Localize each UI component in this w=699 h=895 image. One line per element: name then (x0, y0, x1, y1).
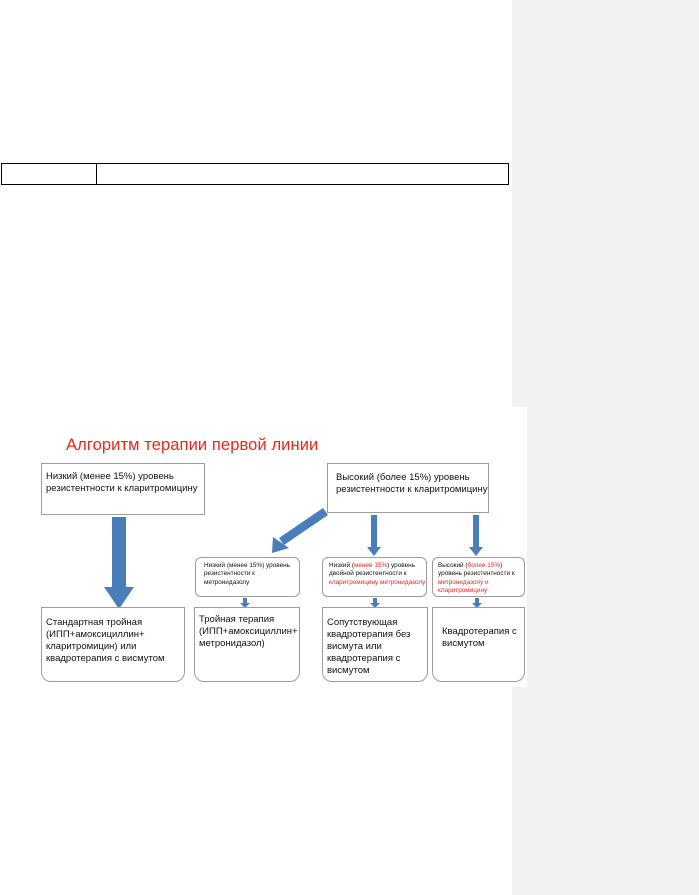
dual-high-prefix: Высокий ( (438, 562, 468, 569)
arrow-down-right (469, 515, 483, 556)
standard-triple-therapy-box (41, 607, 185, 682)
high-resistance-clarithromycin-label: Высокий (более 15%) уровень резистентности к кларитромицину (336, 472, 488, 495)
high-resistance-clarithromycin-box (327, 463, 489, 513)
concomitant-therapy-box (322, 607, 428, 682)
dual-low-drugs: кларитромицину метронидазолу (329, 578, 426, 586)
concomitant-therapy-label: Сопутствующая квадротерапия без висмута или квадротерапия с висмутом (327, 617, 411, 676)
table-cell-divider (96, 164, 97, 184)
arrow-diagonal (272, 508, 328, 553)
table-row (1, 163, 509, 185)
low-resistance-metronidazole-box (195, 557, 300, 597)
bismuth-quadrotherapy-box (432, 607, 525, 682)
low-resistance-clarithromycin-label: Низкий (менее 15%) уровень резистентности к кларитромицину (46, 471, 198, 494)
dual-high-drugs: метронидазолу и кларитромицину (438, 578, 489, 594)
dual-low-prefix: Низкий ( (329, 562, 354, 569)
dual-high-resistance-box (432, 557, 525, 597)
dual-low-resistance-box (322, 557, 427, 597)
low-resistance-clarithromycin-box (41, 463, 205, 515)
triple-therapy-metronidazole-box (194, 607, 300, 682)
flowchart-title: Алгоритм терапии первой линии (66, 436, 319, 454)
low-resistance-metronidazole-label: Низкий (менее 15%) уровень резистентности к метронидазолу (204, 562, 290, 586)
dual-low-percent: менее 15% (353, 562, 388, 569)
comments-margin-pane (512, 0, 699, 895)
triple-therapy-metronidazole-label: Тройная терапия (ИПП+амоксициллин+ метронидазол) (199, 614, 298, 649)
standard-triple-therapy-label: Стандартная тройная (ИПП+амоксициллин+ кларитромицин) или квадротерапия с висмутом (46, 617, 165, 664)
arrow-down-center (367, 515, 381, 556)
therapy-algorithm-flowchart (37, 407, 527, 687)
arrow-down-large (104, 517, 134, 609)
dual-high-mid: ) уровень резистентности к (438, 562, 515, 578)
dual-high-percent: более 15% (467, 562, 501, 569)
dual-low-mid: ) уровень двойной резистентности к (329, 562, 415, 578)
bismuth-quadrotherapy-label: Квадротерапия с висмутом (442, 626, 517, 649)
